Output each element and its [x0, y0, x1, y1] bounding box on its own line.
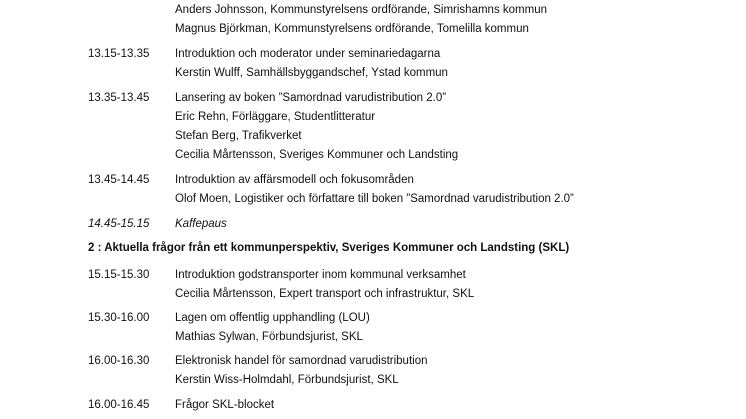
section-heading: 2 : Aktuella frågor från ett kommunperspektiv, Sveriges Kommuner och Landsting (SKL) [88, 242, 570, 254]
agenda-title: Lagen om offentlig upphandling (LOU) [175, 312, 370, 324]
speaker-line: Cecilia Mårtensson, Expert transport och infrastruktur, SKL [175, 288, 475, 300]
agenda-title: Lansering av boken ”Samordnad varudistribution 2.0” [175, 92, 447, 104]
break-label: Kaffepaus [175, 218, 227, 230]
speaker-line: Eric Rehn, Förläggare, Studentlitteratur [175, 111, 376, 123]
agenda-time: 15.30-16.00 [88, 312, 150, 324]
agenda-time: 15.15-15.30 [88, 269, 150, 281]
agenda-title: Introduktion av affärsmodell och fokusområden [175, 174, 414, 186]
agenda-title: Frågor SKL-blocket [175, 399, 275, 411]
speaker-line: Cecilia Mårtensson, Sveriges Kommuner och Landsting [175, 149, 459, 161]
agenda-title: Introduktion och moderator under seminariedagarna [175, 48, 441, 60]
speaker-line: Magnus Björkman, Kommunstyrelsens ordförande, Tomelilla kommun [175, 23, 529, 35]
speaker-line: Olof Moen, Logistiker och författare till boken ”Samordnad varudistribution 2.0” [175, 193, 574, 205]
speaker-line: Kerstin Wulff, Samhällsbyggandschef, Ystad kommun [175, 67, 448, 79]
agenda-time: 16.00-16.30 [88, 355, 150, 367]
break-time: 14.45-15.15 [88, 218, 150, 230]
agenda-time: 13.45-14.45 [88, 174, 150, 186]
agenda-time: 13.35-13.45 [88, 92, 150, 104]
agenda-title: Introduktion godstransporter inom kommunal verksamhet [175, 269, 466, 281]
agenda-time: 13.15-13.35 [88, 48, 150, 60]
speaker-line: Mathias Sylwan, Förbundsjurist, SKL [175, 331, 363, 343]
speaker-line: Stefan Berg, Trafikverket [175, 130, 302, 142]
agenda-time: 16.00-16.45 [88, 399, 150, 411]
speaker-line: Anders Johnsson, Kommunstyrelsens ordförande, Simrishamns kommun [175, 4, 547, 16]
speaker-line: Kerstin Wiss-Holmdahl, Förbundsjurist, SKL [175, 374, 399, 386]
agenda-title: Elektronisk handel för samordnad varudistribution [175, 355, 428, 367]
